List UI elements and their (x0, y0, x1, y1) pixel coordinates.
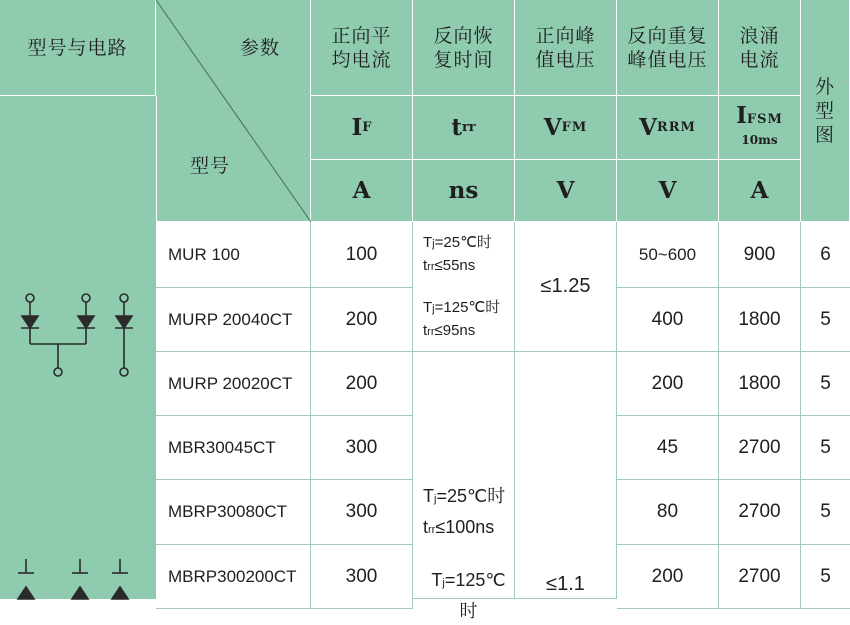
col-ifsm-title (719, 0, 801, 96)
row-3-ifsm: 1800 (719, 352, 801, 416)
col-trr-title (413, 0, 515, 96)
col-trr-title-line1: 反向恢 (433, 24, 494, 47)
trr-condition-c (413, 352, 515, 621)
col-vfm-symbol-sub: FM (561, 120, 588, 135)
col-vrrm-unit: V (617, 160, 719, 222)
col-if-title-line2: 均电流 (331, 48, 392, 71)
trr-c-line2 (423, 513, 494, 544)
col-trr-symbol (413, 96, 515, 160)
trr-a-tsub: j (432, 238, 435, 250)
col-vfm-unit: V (515, 160, 617, 222)
col-ifsm-symbol (719, 96, 801, 160)
header-model-circuit: 型号与电路 (0, 0, 156, 96)
row-4-ifsm: 2700 (719, 416, 801, 480)
col-vrrm-symbol (617, 96, 719, 160)
row-3-model: MURP 20020CT (156, 352, 311, 416)
trr-d-eq: =125℃时 (444, 570, 506, 621)
row-2-model: MURP 20040CT (156, 288, 311, 352)
col-if-title (311, 0, 413, 96)
row-3-outline: 5 (801, 352, 850, 416)
col-trr-symbol-sub: rr (461, 120, 476, 135)
row-6-if: 300 (311, 545, 413, 609)
row-3-if: 200 (311, 352, 413, 416)
row-6-outline: 5 (801, 545, 850, 609)
row-1-outline: 6 (801, 222, 850, 288)
col-ifsm-title-line2: 电流 (739, 48, 780, 71)
row-5-model: MBRP30080CT (156, 480, 311, 545)
col-if-symbol-main: I (351, 114, 363, 141)
col-trr-symbol-main: t (451, 114, 462, 141)
trr-b-line1 (423, 297, 500, 320)
col-outline-title (801, 0, 850, 222)
col-vrrm-symbol-sub: RRM (656, 120, 696, 135)
trr-a-eq: =25℃时 (434, 234, 492, 251)
trr-a-line2 (423, 255, 475, 278)
col-vrrm-title (617, 0, 719, 96)
circuit-column (0, 96, 157, 599)
col-ifsm-unit: A (719, 160, 801, 222)
row-6-vrrm: 200 (617, 545, 719, 609)
row-3-vrrm: 200 (617, 352, 719, 416)
col-outline-title-1: 外 (814, 75, 835, 98)
trr-a-line1 (423, 232, 492, 255)
trr-c-val: ≤100ns (435, 517, 495, 537)
trr-c-t: T (423, 486, 434, 506)
row-1-ifsm: 900 (719, 222, 801, 288)
trr-d-t: T (431, 570, 443, 590)
trr-c-line1 (423, 482, 505, 513)
col-if-unit: A (311, 160, 413, 222)
col-outline-title-2: 型 (814, 99, 835, 122)
trr-d-tsub: j (442, 577, 445, 589)
col-if-symbol (311, 96, 413, 160)
col-ifsm-symbol-line (736, 101, 783, 130)
trr-a-val: ≤55ns (434, 257, 476, 274)
col-vfm-title (515, 0, 617, 96)
trr-condition-a (413, 222, 515, 288)
trr-b-r: t (423, 321, 428, 339)
trr-a-t: T (423, 234, 433, 251)
col-ifsm-symbol-main: I (736, 101, 747, 129)
circuit-diagram-a (0, 286, 156, 406)
trr-b-rsub: rr (427, 325, 435, 338)
col-vrrm-symbol-main: V (639, 114, 657, 141)
trr-c-r: t (423, 517, 429, 537)
trr-a-r: t (423, 257, 428, 274)
trr-b-eq: =125℃时 (434, 298, 501, 316)
col-trr-title-line2: 复时间 (433, 48, 494, 71)
col-vfm-symbol-main: V (543, 114, 562, 141)
col-trr-unit: ns (413, 160, 515, 222)
row-4-if: 300 (311, 416, 413, 480)
row-6-model: MBRP300200CT (156, 545, 311, 609)
trr-c-rsub: rr (428, 524, 436, 536)
col-if-title-line1: 正向平 (331, 24, 392, 47)
vfm-value-b: ≤1.1 (515, 352, 617, 599)
col-vrrm-title-line1: 反向重复 (627, 24, 708, 47)
trr-b-tsub: j (432, 302, 435, 315)
col-vfm-symbol (515, 96, 617, 160)
row-4-outline: 5 (801, 416, 850, 480)
row-1-model: MUR 100 (156, 222, 311, 288)
col-ifsm-title-line1: 浪涌 (739, 24, 780, 47)
trr-d-line1 (423, 566, 514, 625)
trr-condition-b (413, 288, 515, 352)
trr-c-eq: =25℃时 (436, 486, 506, 506)
trr-b-val: ≤95ns (434, 321, 476, 339)
header-model: 型号 (189, 155, 230, 177)
vfm-value-a: ≤1.25 (515, 222, 617, 352)
row-4-vrrm: 45 (617, 416, 719, 480)
row-2-vrrm: 400 (617, 288, 719, 352)
col-vfm-title-line2: 值电压 (535, 48, 596, 71)
row-4-model: MBR30045CT (156, 416, 311, 480)
trr-c-tsub: j (434, 493, 437, 505)
circuit-diagram-b (0, 559, 156, 599)
col-outline-title-3: 图 (814, 123, 835, 146)
header-param: 参数 (239, 37, 280, 59)
trr-b-line2 (423, 320, 475, 343)
row-6-ifsm: 2700 (719, 545, 801, 609)
col-if-symbol-sub: F (362, 120, 372, 135)
row-2-outline: 5 (801, 288, 850, 352)
col-vfm-title-line1: 正向峰 (535, 24, 596, 47)
row-5-if: 300 (311, 480, 413, 545)
row-1-if: 100 (311, 222, 413, 288)
row-1-vrrm: 50~600 (617, 222, 719, 288)
row-5-vrrm: 80 (617, 480, 719, 545)
col-vrrm-title-line2: 峰值电压 (627, 48, 708, 71)
row-2-if: 200 (311, 288, 413, 352)
trr-a-rsub: rr (427, 261, 435, 273)
row-5-ifsm: 2700 (719, 480, 801, 545)
col-ifsm-symbol-duration: 10ms (741, 132, 778, 147)
row-2-ifsm: 1800 (719, 288, 801, 352)
col-ifsm-symbol-sub: FSM (746, 111, 783, 127)
trr-b-t: T (423, 298, 433, 316)
row-5-outline: 5 (801, 480, 850, 545)
